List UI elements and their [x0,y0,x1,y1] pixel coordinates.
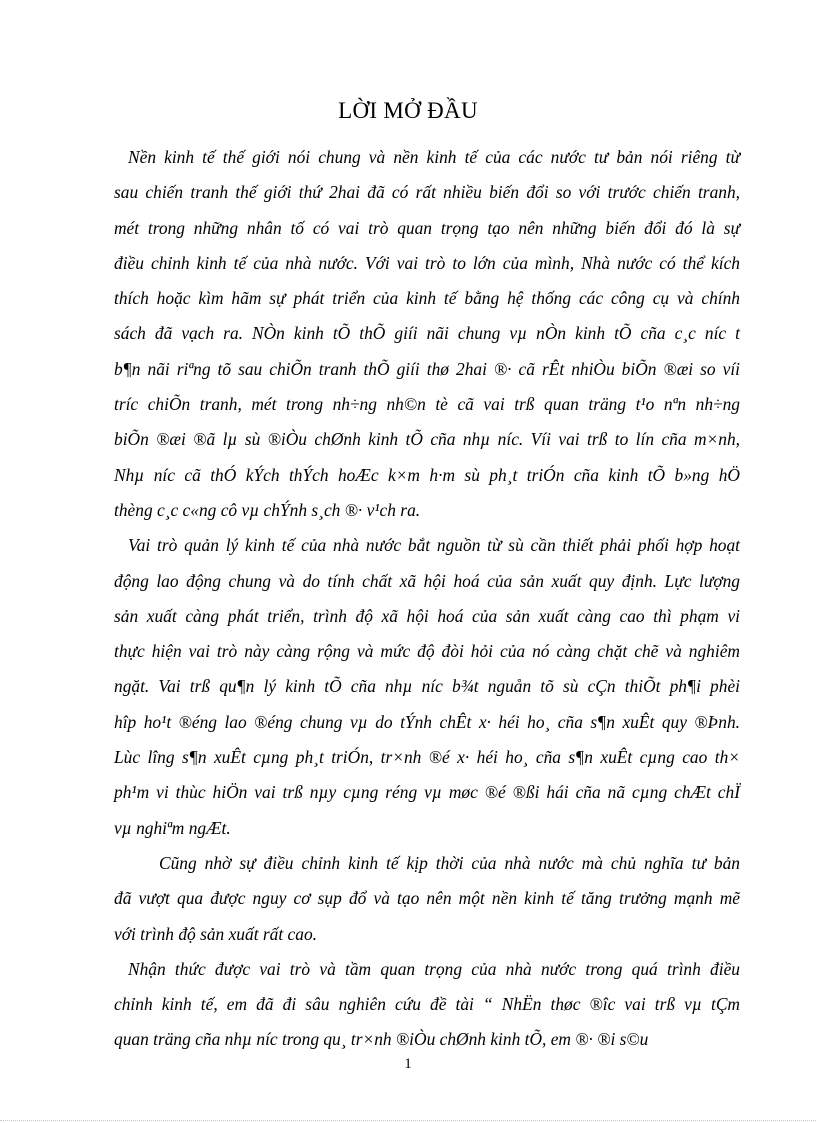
text-line: Nhận thức được vai trò và tầm quan trọng của nhà nước trong quá trình điều [128,958,740,979]
text-line: Nền kinh tế thế giới nói chung và nền kinh tế của các nước tư bản nói riêng từ [128,147,740,167]
text-line: điều chỉnh kinh tế của nhà nước. Với vai trò to lớn của mình, Nhà nước có thể kích [114,252,740,273]
text-line: biÕn ®æi ®ã lµ sù ®iÒu chØnh kinh tÕ cña nhµ níc. Víi vai trß to lín cña m×nh, [114,429,740,450]
page-bottom-divider [0,1120,816,1121]
text-line: Nhµ níc cã thÓ kÝch thÝch hoÆc k×m h·m sù ph¸t triÓn cña kinh tÕ b»ng hÖ [114,464,740,485]
text-line: Vai trò quản lý kinh tế của nhà nước bắt nguồn từ sù cần thiết phải phối hợp hoạt [128,535,740,556]
text-line: sách đã vạch ra. NÒn kinh tÕ thÕ giíi nãi chung vµ nÒn kinh tÕ cña c¸c níc t [114,323,740,344]
text-line: Cũng nhờ sự điều chỉnh kinh tế kịp thời của nhà nước mà chủ nghĩa tư bản [159,852,740,873]
body-text [114,140,740,1058]
page-title: LỜI MỞ ĐẦU [338,98,478,123]
text-line: với trình độ sản xuất rất cao. [114,923,317,944]
page-number: 1 [404,1056,412,1072]
text-line: vµ nghiªm ngÆt. [114,817,231,838]
text-line: thèng c¸c c«ng cô vµ chÝnh s¸ch ®· v¹ch ra. [114,499,421,520]
text-line: ph¹m vi thùc hiÖn vai trß nµy cµng réng vµ møc ®é ®ßi hái cña nã cµng chÆt chÏ [114,782,740,803]
text-line: tríc chiÕn tranh, mét trong nh÷ng nh©n tè cã vai trß quan träng t¹o nªn nh÷ng [114,394,740,415]
text-line: thực hiện vai trò này càng rộng và mức độ đòi hỏi của nó càng chặt chẽ và nghiêm [114,641,740,662]
text-line: thích hoặc kìm hãm sự phát triển của kinh tế bằng hệ thống các công cụ và chính [114,288,740,309]
text-line: sản xuất càng phát triển, trình độ xã hội hoá của sản xuất càng cao thì phạm vi [114,605,740,626]
text-line: chỉnh kinh tế, em đã đi sâu nghiên cứu đề tài “ NhËn thøc ®îc vai trß vµ tÇm [114,994,740,1015]
text-line: b¶n nãi riªng tõ sau chiÕn tranh thÕ giíi thø 2hai ®· cã rÊt nhiÒu biÕn ®æi so víi [114,358,740,379]
text-line: mét trong những nhân tố có vai trò quan trọng tạo nên những biến đổi đó là sự [114,217,740,238]
text-line: ngặt. Vai trß qu¶n lý kinh tÕ cña nhµ níc b¾t nguån tõ sù cÇn thiÕt ph¶i phèi [114,676,740,697]
text-line: hîp ho¹t ®éng lao ®éng chung vµ do tÝnh chÊt x· héi ho¸ cña s¶n xuÊt quy ®Þnh. [114,711,740,732]
text-line: sau chiến tranh thế giới thứ 2hai đã có rất nhiều biến đổi so với trước chiến tranh, [114,182,740,203]
text-line: đã vượt qua được nguy cơ sụp đổ và tạo nên một nền kinh tế tăng trưởng mạnh mẽ [114,888,740,909]
text-line: động lao động chung và do tính chất xã hội hoá của sản xuất quy định. Lực lượng [114,570,740,591]
text-line: Lùc lîng s¶n xuÊt cµng ph¸t triÓn, tr×nh ®é x· héi ho¸ cña s¶n xuÊt cµng cao th× [114,747,740,768]
text-line: quan träng cña nhµ níc trong qu¸ tr×nh ®iÒu chØnh kinh tÕ, em ®· ®i s©u [114,1029,649,1050]
